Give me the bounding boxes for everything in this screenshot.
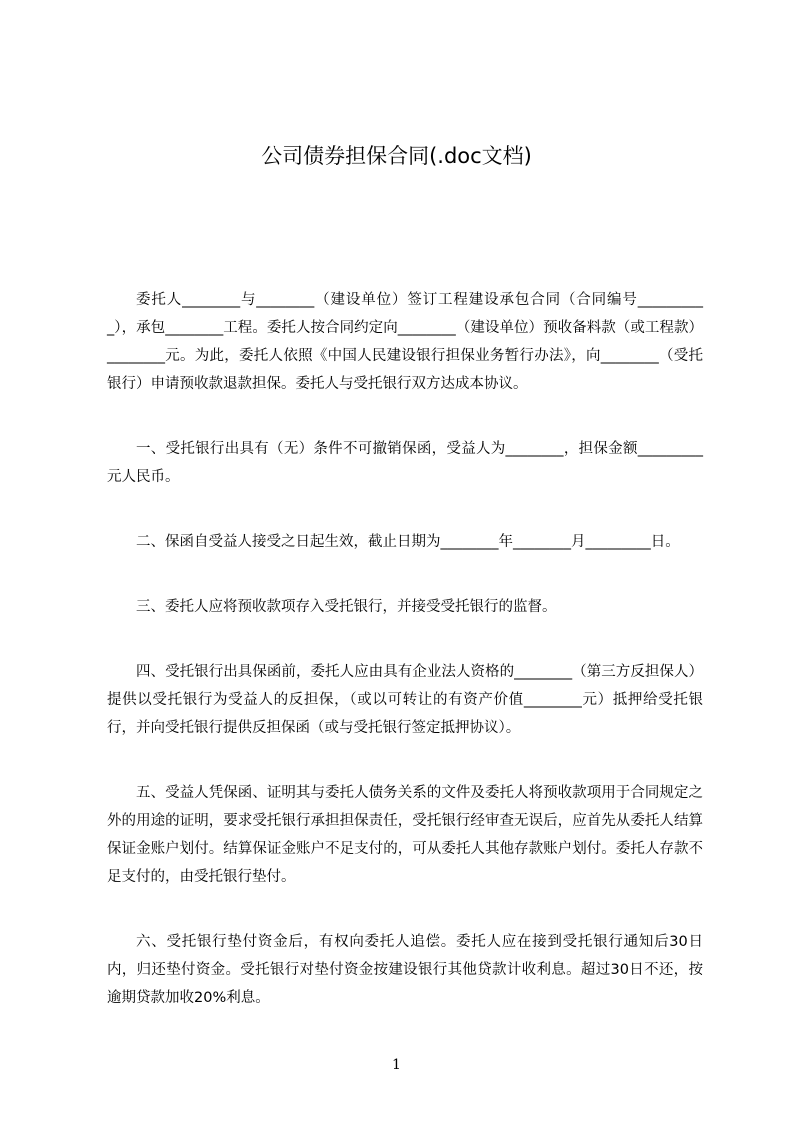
paragraph-clause-2: 二、保函自受益人接受之日起生效，截止日期为________年________月_________日。: [136, 534, 680, 550]
paragraph-clause-1: 一、受托银行出具有（无）条件不可撤销保函，受益人为________，担保金额_________元人民币。: [107, 441, 703, 485]
paragraph-clause-3: 三、委托人应将预收款项存入受托银行，并接受受托银行的监督。: [136, 599, 557, 615]
paragraph-preamble: 委托人________与________（建设单位）签订工程建设承包合同（合同编号__________），承包________工程。委托人按合同约定向________（建设单位）预收备料款（或工程款）________元。为此，委托人依照《中国人民建设银行担保业务暂行办法》，向________（受托银行）申请预收款退款担保。委托人与受托银行双方达成本协议。: [107, 292, 703, 392]
paragraph-clause-4: 四、受托银行出具保函前，委托人应由具有企业法人资格的________（第三方反担保人）提供以受托银行为受益人的反担保，（或以可转让的有资产价值________元）抵押给受托银行，并向受托银行提供反担保函（或与受托银行签定抵押协议）。: [107, 664, 703, 736]
paragraph-clause-6: 六、受托银行垫付资金后，有权向委托人追偿。委托人应在接到受托银行通知后30日内，归还垫付资金。受托银行对垫付资金按建设银行其他贷款计收利息。超过30日不还，按逾期贷款加收20%利息。: [107, 934, 703, 1006]
document-title: 公司债券担保合同(.doc文档): [261, 144, 532, 168]
document-body: [107, 286, 703, 1049]
page-number: 1: [392, 1057, 401, 1073]
paragraph-clause-5: 五、受益人凭保函、证明其与委托人债务关系的文件及委托人将预收款项用于合同规定之外的用途的证明，要求受托银行承担担保责任，受托银行经审查无误后，应首先从委托人结算保证金账户划付。结算保证金账户不足支付的，可从委托人其他存款账户划付。委托人存款不足支付的，由受托银行垫付。: [107, 785, 703, 885]
